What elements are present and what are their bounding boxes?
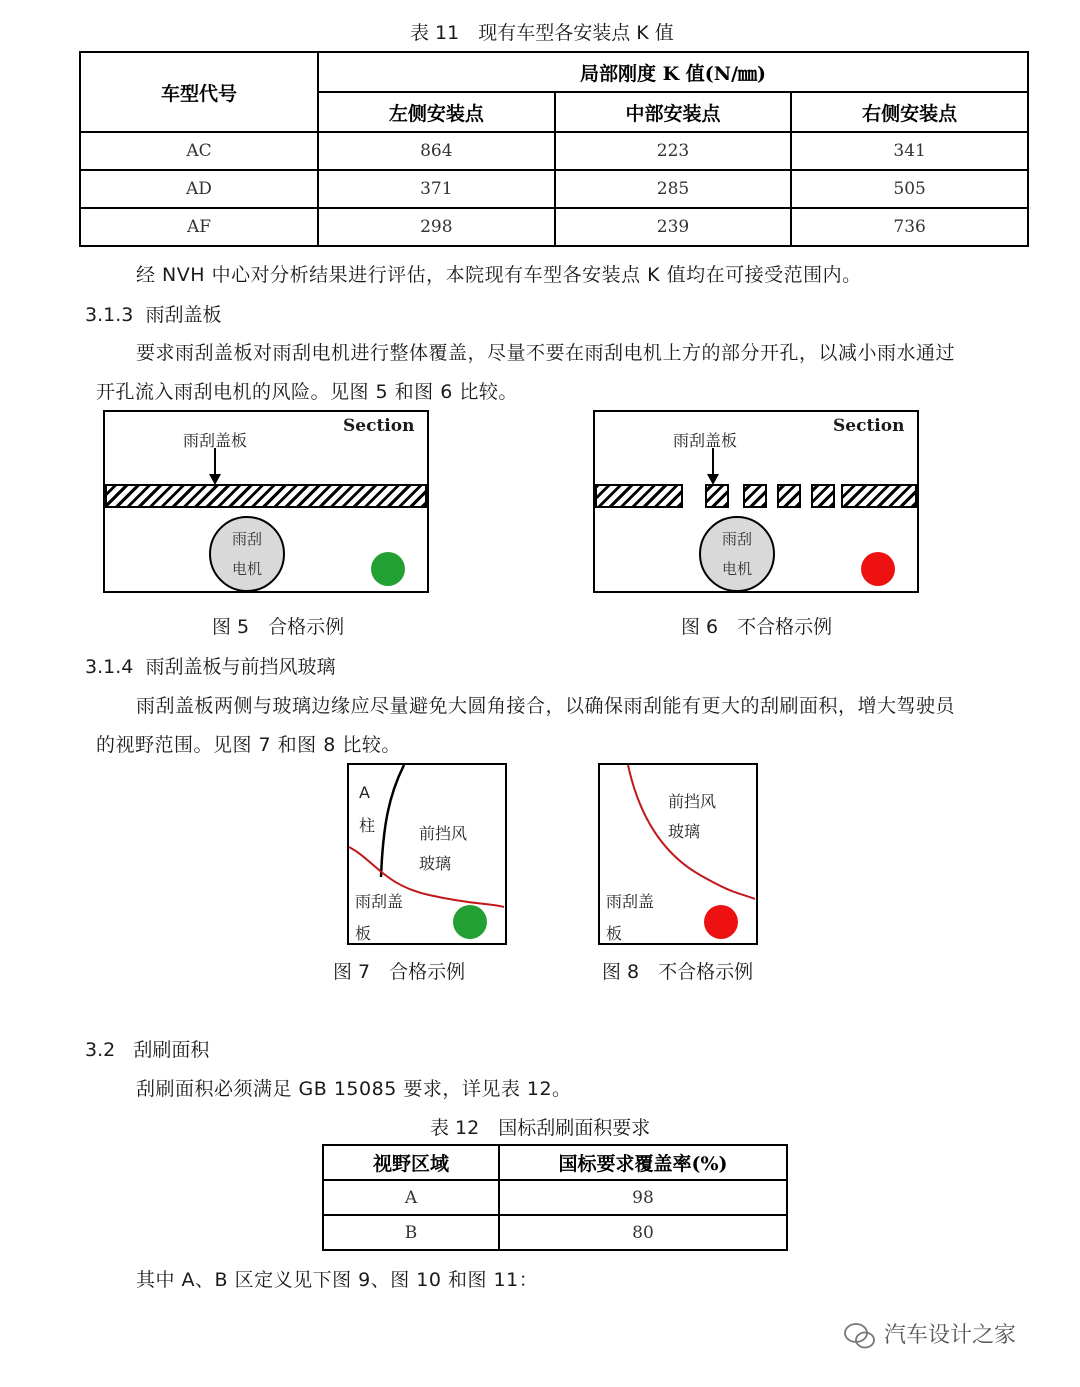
header-left: 左侧安装点 (318, 92, 555, 132)
paragraph-313-line1: 要求雨刮盖板对雨刮电机进行整体覆盖，尽量不要在雨刮电机上方的部分开孔，以减小雨水通过 (136, 342, 956, 364)
arrow-down-icon (703, 448, 723, 486)
cover-plate-segment (811, 484, 835, 508)
cover-plate-segment (595, 484, 683, 508)
figure-5-caption: 图 5 合格示例 (212, 616, 345, 638)
cell-right: 341 (791, 132, 1028, 170)
cell-model: AD (80, 170, 318, 208)
glass-label: 玻璃 (419, 854, 452, 873)
figure-6 (593, 410, 919, 593)
header-model: 车型代号 (80, 52, 318, 132)
section-label: Section (833, 416, 905, 436)
table-row (80, 132, 1028, 170)
section-heading-314 (85, 652, 335, 679)
paragraph-nvh: 经 NVH 中心对分析结果进行评估，本院现有车型各安装点 K 值均在可接受范围内。 (136, 264, 862, 286)
figure-8 (598, 763, 758, 945)
cell-zone: B (323, 1215, 499, 1250)
cell-rate: 98 (499, 1180, 787, 1215)
section-number: 3.1.4 (85, 656, 134, 678)
cell-right: 505 (791, 170, 1028, 208)
cover-label: 雨刮盖板 (673, 431, 738, 450)
section-number: 3.1.3 (85, 304, 134, 326)
motor-label: 电机 (721, 560, 752, 578)
cover-plate-segment (777, 484, 801, 508)
figure-8-caption: 图 8 不合格示例 (602, 961, 754, 983)
paragraph-zones: 其中 A、B 区定义见下图 9、图 10 和图 11： (136, 1269, 539, 1291)
table-row (80, 170, 1028, 208)
table-row (323, 1180, 787, 1215)
header-right: 右侧安装点 (791, 92, 1028, 132)
status-dot-pass (371, 552, 405, 586)
header-mid: 中部安装点 (555, 92, 792, 132)
cell-zone: A (323, 1180, 499, 1215)
cover-label: 板 (606, 924, 623, 943)
section-label: Section (343, 416, 415, 436)
cover-label: 雨刮盖 (606, 892, 655, 911)
section-title: 雨刮盖板 (145, 304, 222, 326)
cover-plate-solid (105, 484, 427, 508)
stiffness-table (79, 51, 1029, 247)
arrow-down-icon (205, 448, 225, 486)
section-title: 雨刮盖板与前挡风玻璃 (145, 656, 336, 678)
wiper-motor (699, 516, 775, 592)
figure-5 (103, 410, 429, 593)
cell-left: 298 (318, 208, 555, 246)
table-row (80, 208, 1028, 246)
cell-rate: 80 (499, 1215, 787, 1250)
cell-model: AC (80, 132, 318, 170)
pillar-label: 柱 (359, 816, 376, 835)
table12-title: 表 12 国标刮刷面积要求 (430, 1117, 651, 1139)
cell-left: 371 (318, 170, 555, 208)
glass-label: 前挡风 (419, 824, 468, 843)
cover-label: 板 (355, 924, 372, 943)
cell-right: 736 (791, 208, 1028, 246)
cell-mid: 285 (555, 170, 792, 208)
header-zone: 视野区域 (323, 1145, 499, 1180)
wechat-icon (843, 1321, 877, 1351)
cover-label: 雨刮盖 (355, 892, 404, 911)
a-pillar-edge (381, 765, 404, 877)
glass-label: 玻璃 (668, 822, 701, 841)
paragraph-314-line1: 雨刮盖板两侧与玻璃边缘应尽量避免大圆角接合，以确保雨刮能有更大的刮刷面积，增大驾驶员 (136, 695, 956, 717)
header-rate: 国标要求覆盖率(%) (499, 1145, 787, 1180)
watermark-text: 汽车设计之家 (884, 1323, 1017, 1348)
paragraph-314-line2: 的视野范围。见图 7 和图 8 比较。 (96, 734, 401, 756)
paragraph-32: 刮刷面积必须满足 GB 15085 要求，详见表 12。 (136, 1078, 572, 1100)
status-dot-pass (453, 905, 487, 939)
cover-plate-segment (743, 484, 767, 508)
header-stiffness: 局部刚度 K 值(N/㎜) (318, 52, 1028, 92)
cell-left: 864 (318, 132, 555, 170)
section-number: 3.2 (85, 1039, 116, 1061)
cover-plate-segment (705, 484, 729, 508)
watermark (843, 1318, 1016, 1351)
motor-label: 雨刮 (231, 530, 262, 548)
cell-mid: 223 (555, 132, 792, 170)
figure-6-caption: 图 6 不合格示例 (681, 616, 833, 638)
cover-label: 雨刮盖板 (183, 431, 248, 450)
table11-title: 表 11 现有车型各安装点 K 值 (410, 22, 674, 44)
cell-mid: 239 (555, 208, 792, 246)
paragraph-313-line2: 开孔流入雨刮电机的风险。见图 5 和图 6 比较。 (96, 381, 518, 403)
figure-7-caption: 图 7 合格示例 (333, 961, 466, 983)
cover-plate-segment (841, 484, 917, 508)
status-dot-fail (704, 905, 738, 939)
section-heading-313 (85, 300, 221, 327)
coverage-table (322, 1144, 788, 1251)
glass-label: 前挡风 (668, 792, 717, 811)
figure-7 (347, 763, 507, 945)
section-heading-32 (85, 1035, 209, 1062)
section-title: 刮刷面积 (133, 1039, 210, 1061)
cell-model: AF (80, 208, 318, 246)
motor-label: 电机 (231, 560, 262, 578)
table-row (323, 1215, 787, 1250)
pillar-label: A (359, 783, 370, 802)
wiper-motor (209, 516, 285, 592)
motor-label: 雨刮 (721, 530, 752, 548)
status-dot-fail (861, 552, 895, 586)
